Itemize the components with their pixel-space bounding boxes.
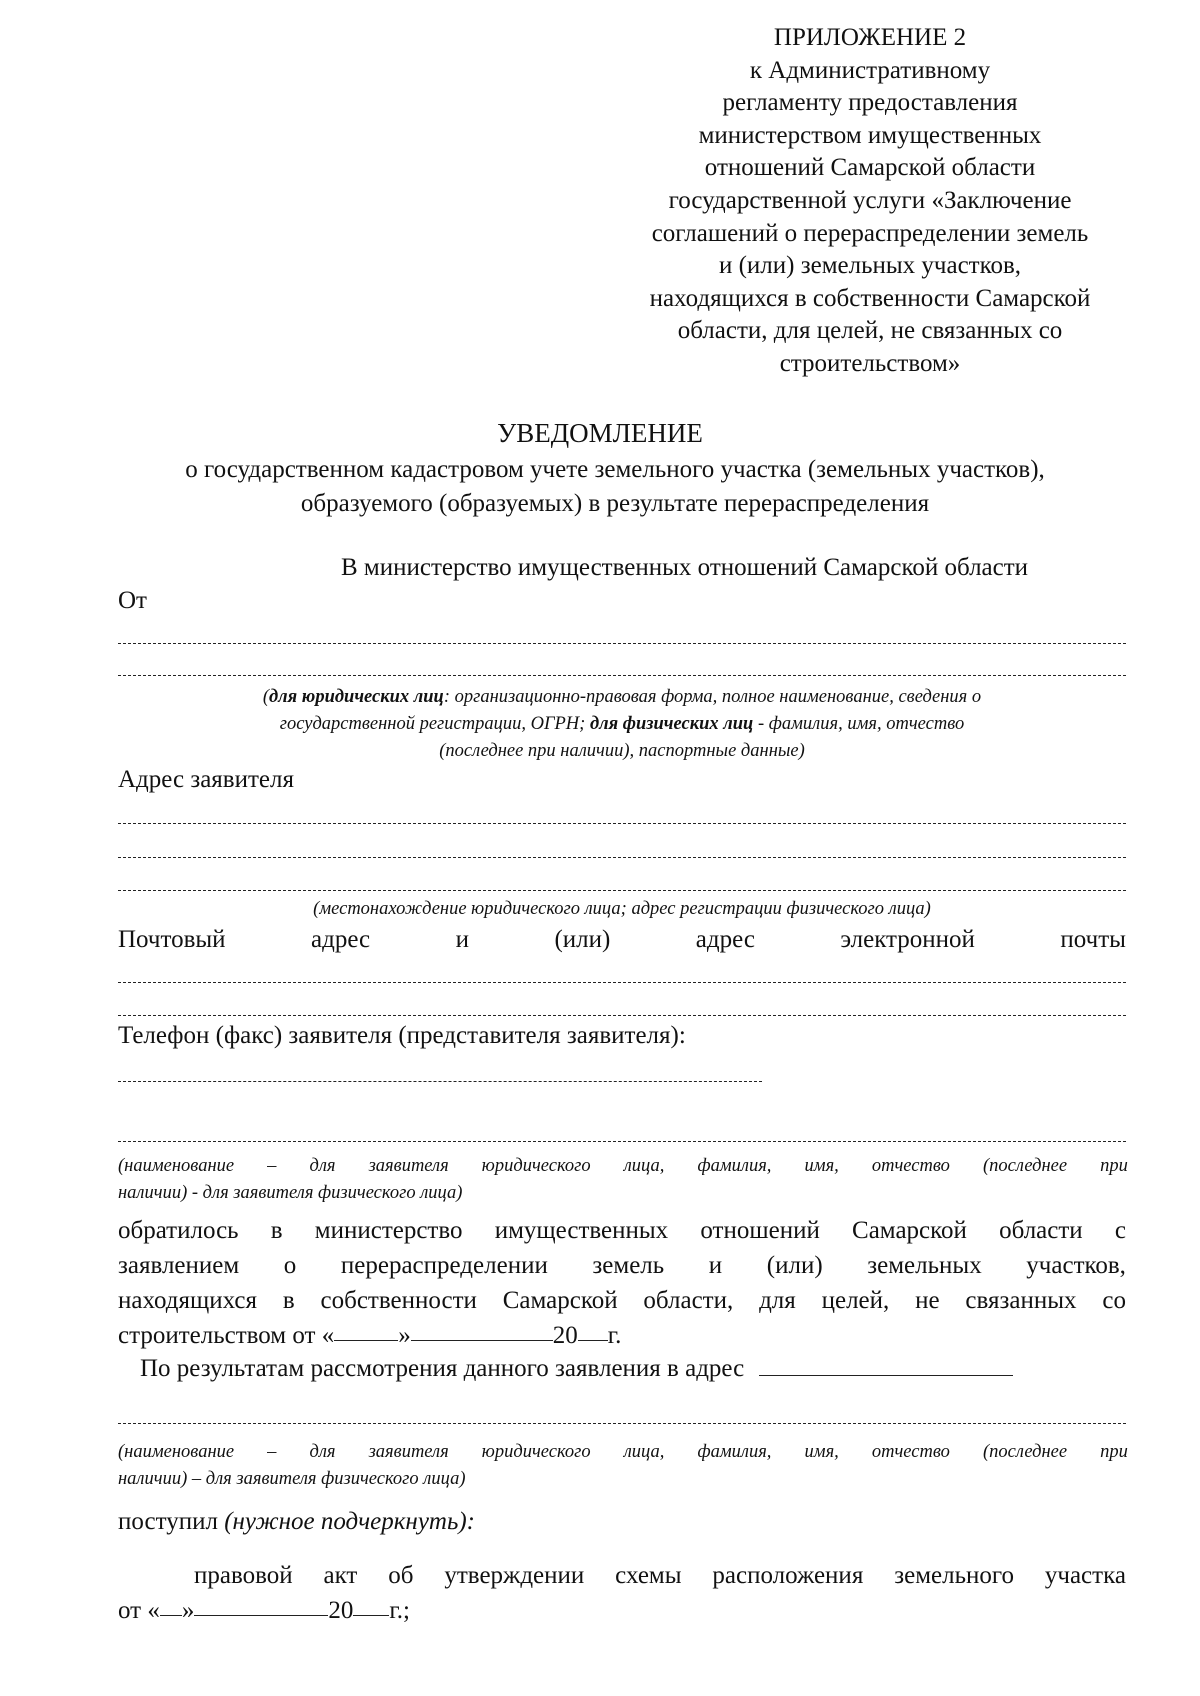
annex-line: области, для целей, не связанных со	[677, 317, 1063, 345]
date-prefix: строительством от «	[118, 1322, 335, 1349]
subtitle-line-1: о государственном кадастровом учете земельного участка (земельных участков),	[185, 456, 1045, 483]
results-label: По результатам рассмотрения данного заявления в адрес	[140, 1355, 745, 1382]
postal-label	[118, 926, 1126, 954]
caption-word: отчество	[871, 1442, 950, 1462]
postal-field-line-1[interactable]	[118, 982, 1126, 983]
annex-line: к Административному	[749, 56, 991, 84]
caption-word: юридического	[481, 1442, 591, 1462]
legal-word: участка	[1044, 1562, 1126, 1589]
applicant-field-line-1[interactable]	[118, 643, 1126, 644]
body-word: заявлением	[118, 1252, 240, 1279]
annex-line: ПРИЛОЖЕНИЕ 2	[773, 24, 967, 51]
caption-individual-bold: для физических лиц	[589, 714, 754, 734]
caption-word: лица,	[623, 1156, 665, 1176]
name-field-line-1[interactable]	[118, 1141, 1126, 1142]
date-suffix: г.	[607, 1322, 622, 1349]
caption-word: заявителя	[368, 1156, 449, 1176]
address-label: Адрес заявителя	[118, 766, 294, 793]
legal-word: утверждении	[444, 1562, 585, 1589]
legal-act-year-field[interactable]	[353, 1593, 389, 1616]
body-word: и	[708, 1252, 723, 1279]
caption-word: (последнее	[982, 1156, 1068, 1176]
caption-word: –	[267, 1156, 277, 1176]
body-word: для	[759, 1287, 796, 1314]
body-word: области,	[643, 1287, 734, 1314]
address-field-line-1[interactable]	[118, 823, 1126, 824]
date-year: 20	[328, 1597, 354, 1624]
body-word: (или)	[766, 1252, 823, 1279]
name-caption-1	[118, 1153, 1128, 1207]
caption-word: заявителя	[368, 1442, 449, 1462]
caption-word: при	[1100, 1156, 1128, 1176]
from-label: От	[118, 587, 147, 614]
body-word: перераспределении	[340, 1252, 548, 1279]
name-caption-2	[118, 1439, 1128, 1493]
body-word: Самарской	[502, 1287, 618, 1314]
caption-word: –	[267, 1442, 277, 1462]
caption-legal-text: : организационно-правовая форма, полное наименование, сведения о	[443, 687, 982, 707]
postal-word: (или)	[554, 926, 611, 953]
annex-header	[600, 22, 1140, 381]
body-word: Самарской	[852, 1217, 967, 1244]
postal-word: электронной	[840, 926, 975, 953]
annex-line: находящихся в собственности Самарской	[649, 284, 1091, 312]
body-word: не	[915, 1287, 940, 1314]
legal-act-option[interactable]	[118, 1558, 1126, 1628]
postal-word: адрес	[695, 926, 755, 953]
caption-word: фамилия,	[697, 1442, 772, 1462]
annex-line: государственной услуги «Заключение	[668, 186, 1072, 214]
postal-word: и	[455, 926, 469, 953]
caption-word: имя,	[804, 1156, 839, 1176]
received-label	[118, 1508, 475, 1536]
legal-word: расположения	[712, 1562, 864, 1589]
date-year: 20	[552, 1322, 578, 1349]
date-mid: »	[398, 1322, 411, 1349]
annex-line: отношений Самарской области	[704, 154, 1036, 182]
annex-line: и (или) земельных участков,	[718, 252, 1022, 280]
legal-act-month-field[interactable]	[194, 1593, 328, 1616]
caption-word: (последнее	[982, 1442, 1068, 1462]
phone-label: Телефон (факс) заявителя (представителя заявителя):	[118, 1022, 686, 1049]
results-address-field[interactable]	[759, 1353, 1013, 1376]
applicant-field-line-2[interactable]	[118, 675, 1126, 676]
legal-word: об	[388, 1562, 414, 1589]
body-word: со	[1102, 1287, 1126, 1314]
received-note: (нужное подчеркнуть):	[224, 1508, 476, 1535]
body-word: находящихся	[118, 1287, 258, 1314]
subtitle-line-2: образуемого (образуемых) в результате перераспределения	[300, 490, 930, 517]
caption-word: при	[1100, 1442, 1128, 1462]
postal-word: почты	[1060, 926, 1126, 953]
results-text	[140, 1353, 1013, 1383]
application-day-field[interactable]	[334, 1318, 398, 1341]
name-field-line-2[interactable]	[118, 1423, 1126, 1424]
caption-word: фамилия,	[697, 1156, 772, 1176]
annex-line: регламенту предоставления	[722, 89, 1018, 117]
body-word: министерство	[314, 1217, 463, 1244]
legal-act-day-field[interactable]	[160, 1593, 182, 1616]
date-prefix: от «	[118, 1597, 160, 1624]
caption-word: (наименование	[118, 1156, 235, 1176]
body-word: в	[282, 1287, 295, 1314]
body-word: имущественных	[494, 1217, 669, 1244]
body-word: связанных	[965, 1287, 1077, 1314]
application-month-field[interactable]	[411, 1318, 553, 1341]
body-word: отношений	[700, 1217, 820, 1244]
legal-word: земельного	[894, 1562, 1014, 1589]
annex-line: строительством»	[779, 349, 961, 377]
body-word: с	[1114, 1217, 1126, 1244]
caption-word: отчество	[871, 1156, 950, 1176]
caption-line3: (последнее при наличии), паспортные данные)	[439, 741, 805, 761]
address-field-line-2[interactable]	[118, 857, 1126, 858]
annex-line: министерством имущественных	[698, 121, 1042, 149]
phone-field-line[interactable]	[118, 1081, 762, 1082]
application-date-row	[118, 1318, 1126, 1353]
date-mid: »	[181, 1597, 195, 1624]
legal-act-date-row	[118, 1593, 1126, 1628]
addressee: В министерство имущественных отношений Самарской области	[341, 554, 1029, 581]
body-paragraph	[118, 1213, 1126, 1353]
body-word: земельных	[867, 1252, 982, 1279]
postal-field-line-2[interactable]	[118, 1015, 1126, 1016]
caption-legal-bold: для юридических лиц	[268, 687, 444, 707]
body-word: обратилось	[118, 1217, 239, 1244]
caption-word: имя,	[804, 1442, 839, 1462]
document-subtitle	[110, 453, 1120, 521]
body-word: собственности	[320, 1287, 477, 1314]
legal-word: правовой	[194, 1562, 293, 1589]
body-word: о	[283, 1252, 297, 1279]
body-word: целей,	[821, 1287, 890, 1314]
body-word: участков,	[1026, 1252, 1126, 1279]
body-word: в	[270, 1217, 283, 1244]
body-word: области	[999, 1217, 1083, 1244]
caption-row2: наличии) - для заявителя физического лица)	[118, 1183, 463, 1203]
body-word: земель	[592, 1252, 665, 1279]
caption-word: лица,	[623, 1442, 665, 1462]
caption-word: для	[309, 1156, 336, 1176]
caption-row2: наличии) – для заявителя физического лица)	[118, 1469, 466, 1489]
address-field-line-3[interactable]	[118, 890, 1126, 891]
caption-word: (наименование	[118, 1442, 235, 1462]
legal-word: схемы	[615, 1562, 682, 1589]
postal-word: Почтовый	[118, 926, 226, 953]
caption-word: юридического	[481, 1156, 591, 1176]
caption-individual-text: - фамилия, имя, отчество	[753, 714, 965, 734]
address-caption: (местонахождение юридического лица; адрес регистрации физического лица)	[313, 899, 931, 919]
legal-word: акт	[323, 1562, 358, 1589]
caption-word: для	[309, 1442, 336, 1462]
annex-line: соглашений о перераспределении земель	[651, 219, 1089, 247]
postal-word: адрес	[311, 926, 371, 953]
date-suffix: г.;	[389, 1597, 410, 1624]
received-prefix: поступил	[118, 1508, 225, 1535]
caption-line2-text: государственной регистрации, ОГРН;	[279, 714, 590, 734]
application-year-field[interactable]	[578, 1318, 608, 1341]
applicant-caption: (для юридических лиц: организационно-правовая форма, полное наименование, сведения о государственной регистрации, ОГРН; для физических лиц - фамилия, имя, отчество (последнее при наличии), паспортные данные)	[118, 684, 1126, 765]
document-title: УВЕДОМЛЕНИЕ	[497, 418, 703, 448]
